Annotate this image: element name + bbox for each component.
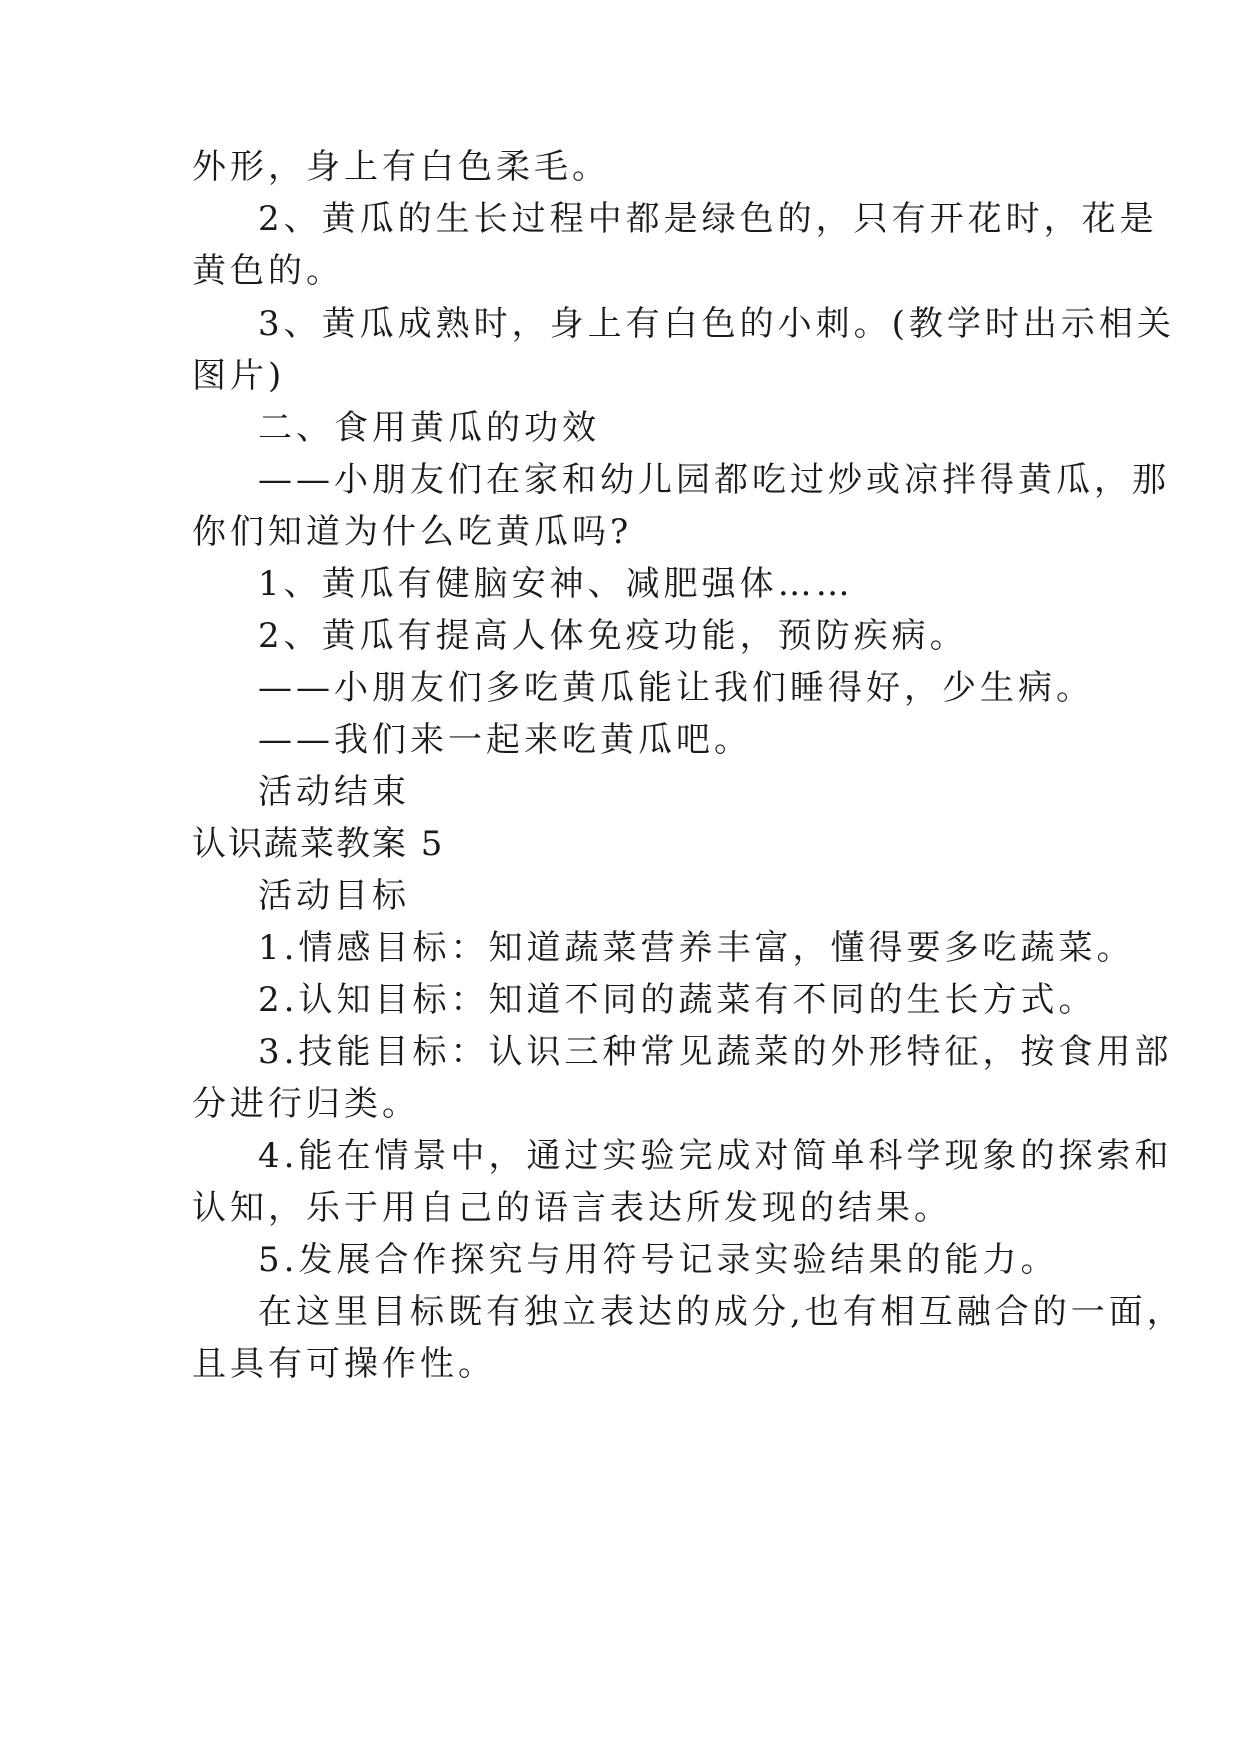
objective-4: 4.能在情景中，通过实验完成对简单科学现象的探索和	[258, 1136, 1173, 1176]
lesson-plan-title: 认识蔬菜教案 5	[192, 824, 445, 864]
text-line-dialogue: ——小朋友们多吃黄瓜能让我们睡得好，少生病。	[258, 668, 1094, 708]
section-heading-objectives: 活动目标	[258, 876, 410, 916]
text-line-continuation: 且具有可操作性。	[192, 1344, 496, 1384]
text-line-item-3: 3、黄瓜成熟时，身上有白色的小刺。(教学时出示相关	[258, 304, 1175, 344]
text-line-dialogue: ——小朋友们在家和幼儿园都吃过炒或凉拌得黄瓜，那	[258, 460, 1170, 500]
text-line-continuation: 分进行归类。	[192, 1084, 420, 1124]
text-line-dialogue: ——我们来一起来吃黄瓜吧。	[258, 720, 752, 760]
section-heading-activity-end: 活动结束	[258, 772, 410, 812]
text-line-continuation: 图片)	[192, 356, 286, 396]
text-line-continuation: 黄色的。	[192, 251, 344, 291]
text-line-item-2: 2、黄瓜的生长过程中都是绿色的，只有开花时，花是	[258, 199, 1158, 239]
section-heading-efficacy: 二、食用黄瓜的功效	[258, 408, 600, 448]
text-line-summary: 在这里目标既有独立表达的成分,也有相互融合的一面，	[258, 1292, 1185, 1332]
text-line-continuation: 外形，身上有白色柔毛。	[192, 147, 610, 187]
text-line-continuation: 你们知道为什么吃黄瓜吗?	[192, 512, 633, 552]
text-line-item-1: 1、黄瓜有健脑安神、减肥强体……	[258, 564, 854, 604]
text-line-item-2: 2、黄瓜有提高人体免疫功能，预防疾病。	[258, 616, 968, 656]
objective-2: 2.认知目标：知道不同的蔬菜有不同的生长方式。	[258, 980, 1097, 1020]
objective-1: 1.情感目标：知道蔬菜营养丰富，懂得要多吃蔬菜。	[258, 928, 1135, 968]
objective-5: 5.发展合作探究与用符号记录实验结果的能力。	[258, 1240, 1059, 1280]
text-line-continuation: 认知，乐于用自己的语言表达所发现的结果。	[192, 1188, 952, 1228]
objective-3: 3.技能目标：认识三种常见蔬菜的外形特征，按食用部	[258, 1032, 1173, 1072]
